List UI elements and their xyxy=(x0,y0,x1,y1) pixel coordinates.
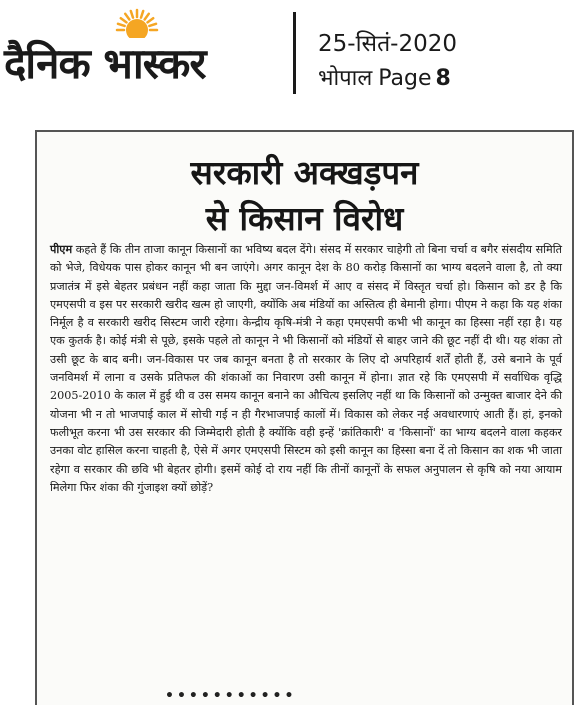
article-body xyxy=(50,240,562,497)
sun-ray xyxy=(148,18,154,22)
sun-ray xyxy=(145,14,149,20)
article-end-mark: ••••••••••• xyxy=(165,688,297,704)
edition-date: 25-सितं-2020 xyxy=(318,31,458,57)
edition-page xyxy=(318,62,451,92)
sun-logo-icon xyxy=(115,8,159,38)
page-label: Page xyxy=(378,66,432,91)
page-number: 8 xyxy=(435,66,451,91)
article-lead-word: पीएम xyxy=(50,242,73,256)
newspaper-logo: दैनिक भास्कर xyxy=(4,39,206,88)
article-body-text: कहते हैं कि तीन ताजा कानून किसानों का भविष्य बदल देंगे। संसद में सरकार चाहेगी तो बिना चर्चा व बगैर संसदीय समिति को भेजे, विधेयक पास होकर कानून भी बन जाएंगे। अगर कानून देश के 80 करोड़ किसानों का भाग्य बदलने वाला है, तो क्या प्रजातंत्र में इसे बेहतर प्रबंधन नहीं कहा जाता कि मुद्दा जन-विमर्श में आए व संसद में विस्तृत चर्चा हो। किसान को डर है कि एमएसपी व इस पर सरकारी खरीद खत्म हो जाएगी, क्योंकि अब मंडियों का अस्तित्व ही बेमानी होगा। पीएम ने कहा कि यह शंका निर्मूल है व सरकारी खरीद सिस्टम जारी रहेगा। केन्द्रीय कृषि-मंत्री ने कहा एमएसपी कभी भी कानून का हिस्सा नहीं रहा है। यह एक कुतर्क है। कोई मंत्री से पूछे, इसके पहले तो कानून ने भी किसानों को मंडियों से बाहर जाने की छूट नहीं दी थी। यह शंका तो उसी छूट के बाद बनी। जन-विकास पर जब कानून बनता है तो सरकार के लिए दो अपरिहार्य शर्तें होती हैं, उसे बनाने के पूर्व जनविमर्श में लाना व उसके प्रतिफल की शंकाओं का निवारण उसी कानून में होना। ज्ञात रहे कि एमएसपी में सर्वाधिक वृद्धि 2005-2010 के काल में हुई थी व उस समय कानून बनाने का औचित्य इसलिए नहीं था कि किसानों को उन्मुक्त बाजार देने की योजना भी न तो भाजपाई काल में सोची गई न ही गैरभाजपाई कालों में। विकास को लेकर नई अवधारणाएं आती हैं। हां, इनको फलीभूत करना भी उस सरकार की जिम्मेदारी होती है क्योंकि वही इन्हें 'क्रांतिकारी' व 'किसानों' का भाग्य बदलने वाला कहकर उनका वोट हासिल करना चाहती है, ऐसे में अगर एमएसपी सिस्टम को इसी कानून का हिस्सा बना दें तो किसान का शक भी जाता रहेगा व सरकार की छवि भी बेहतर होगी। इसमें कोई दो राय नहीं कि तीनों कानूनों के सफल अनुपालन से कृषि को नया आयाम मिलेगा फिर शंका की गुंजाइश क्यों छोड़ें? xyxy=(50,243,562,494)
sun-ray xyxy=(125,14,129,20)
headline-line-1: सरकारी अक्खड़पन xyxy=(190,153,419,192)
article-headline xyxy=(37,150,572,242)
edition-city: भोपाल xyxy=(318,66,373,91)
masthead-divider xyxy=(293,12,296,94)
article-clipping xyxy=(35,130,574,705)
sun-ray xyxy=(149,24,156,26)
sun-ray xyxy=(141,11,143,18)
masthead xyxy=(0,0,585,110)
headline-line-2: से किसान विरोध xyxy=(205,199,404,238)
sun-ray xyxy=(131,11,133,18)
sun-ray xyxy=(118,24,125,26)
sun-ray xyxy=(121,18,127,22)
